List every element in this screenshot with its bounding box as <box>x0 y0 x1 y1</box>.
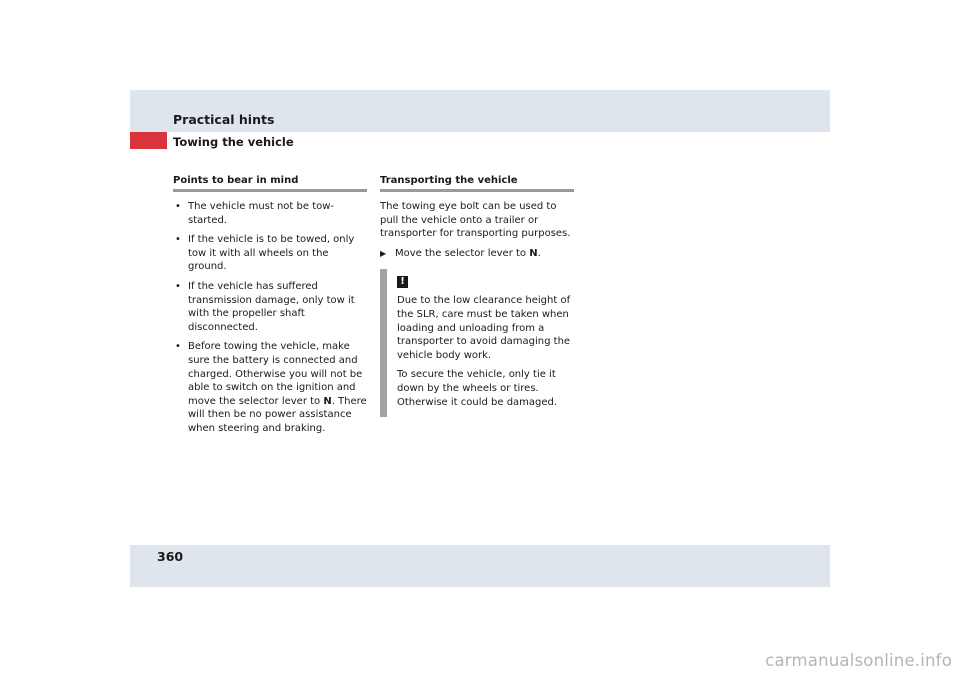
intro-paragraph: The towing eye bolt can be used to pull the vehicle onto a trailer or transporter for transporting purposes. <box>380 201 571 240</box>
warning-paragraph: Due to the low clearance height of the SLR, care must be taken when loading and unloading from a transporter to avoid damaging the vehicle body work. <box>397 295 571 361</box>
step-arrow-icon: ▶ <box>380 248 387 258</box>
step-text: . <box>537 247 541 259</box>
list-item-text: If the vehicle is to be towed, only tow it with all wheels on the ground. <box>188 234 355 273</box>
list-item <box>173 280 367 334</box>
footer-band <box>130 545 830 587</box>
warning-box <box>380 269 574 417</box>
list-item <box>173 200 367 227</box>
left-column <box>173 175 367 442</box>
list-item <box>173 233 367 274</box>
right-column <box>380 175 574 417</box>
warning-icon: ! <box>397 276 408 288</box>
section-title: Practical hints <box>173 112 275 127</box>
list-item-text: The vehicle must not be tow-started. <box>188 201 335 226</box>
list-item-text: . There will then be no power assistance when steering and braking. <box>188 395 367 434</box>
list-item <box>173 340 367 435</box>
subsection-title: Towing the vehicle <box>173 135 294 149</box>
left-column-heading: Points to bear in mind <box>173 175 367 192</box>
instruction-step <box>380 247 574 261</box>
list-item-text: Before towing the vehicle, make sure the battery is connected and charged. Otherwise you will not be able to switch on the ignition and move the selector lever to <box>188 341 363 407</box>
watermark: carmanualsonline.info <box>765 651 952 670</box>
bullet-dot-icon: • <box>175 280 181 292</box>
list-item-text: If the vehicle has suffered transmission damage, only tow it with the propeller shaft disconnected. <box>188 280 355 333</box>
bullet-dot-icon: • <box>175 201 181 212</box>
bullet-list <box>173 200 367 436</box>
page-number: 360 <box>157 549 184 564</box>
step-text: Move the selector lever to <box>395 247 530 259</box>
warning-paragraph: To secure the vehicle, only tie it down by the wheels or tires. Otherwise it could be damaged. <box>397 369 558 408</box>
selector-position-label: N <box>529 247 538 259</box>
section-marker-tab <box>130 132 167 149</box>
right-column-heading: Transporting the vehicle <box>380 175 574 192</box>
bullet-dot-icon: • <box>175 234 181 246</box>
selector-position-label: N <box>323 395 332 407</box>
bullet-dot-icon: • <box>175 341 181 353</box>
